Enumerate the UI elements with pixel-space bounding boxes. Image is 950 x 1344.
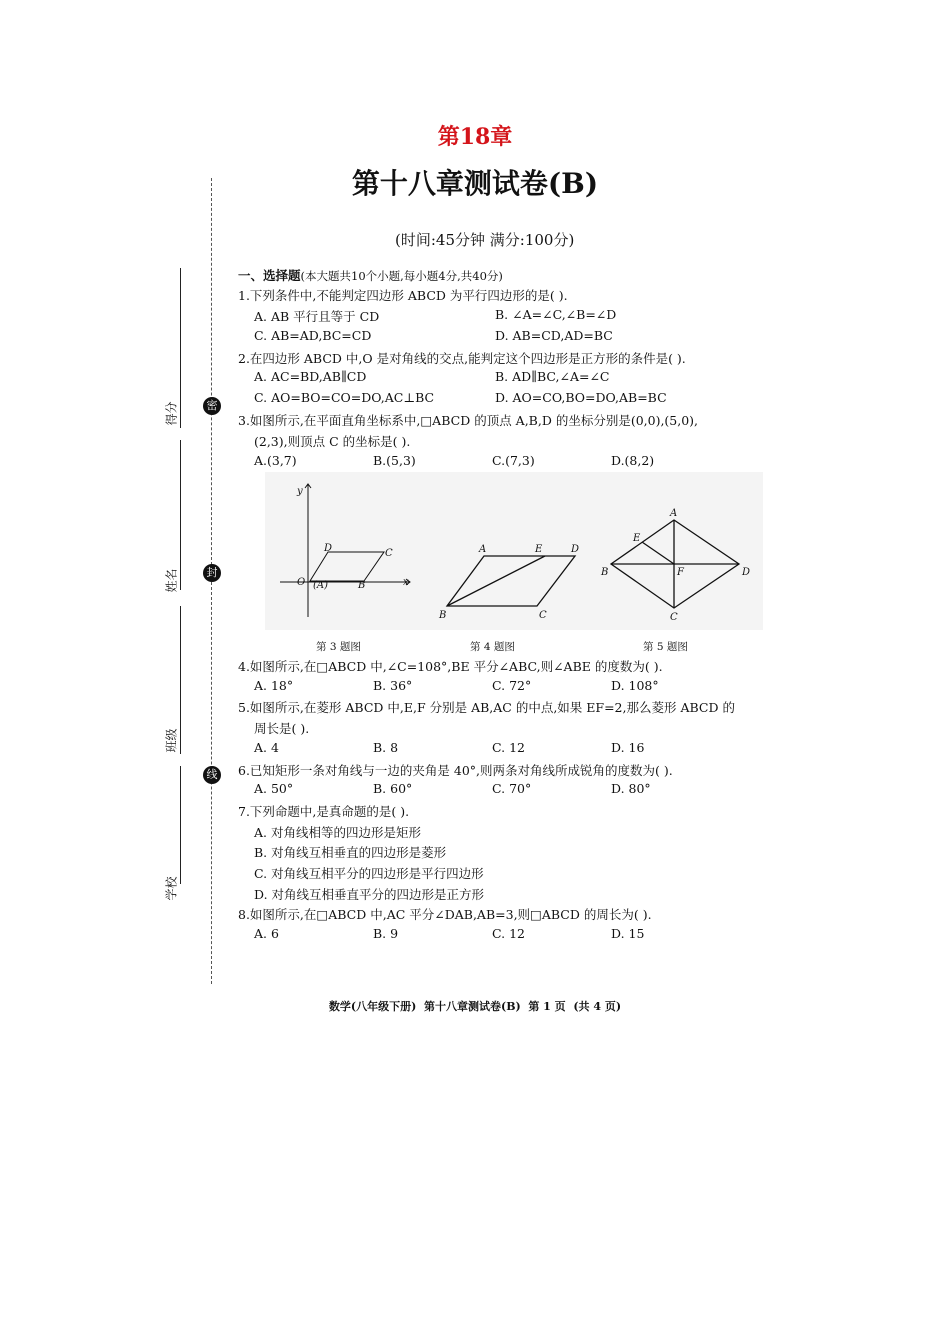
q6-option-a: A. 50°: [254, 781, 294, 796]
q3-option-c: C.(7,3): [492, 453, 535, 468]
caption-figure-3: 第 3 题图: [316, 641, 361, 653]
name-line: [180, 440, 181, 590]
section-title: 一、选择题: [238, 268, 301, 283]
exam-time-info: (时间:45分钟 满分:100分): [395, 231, 575, 249]
q3-option-b: B.(5,3): [373, 453, 416, 468]
q6-option-d: D. 80°: [611, 781, 651, 796]
fig3-label-x: x: [403, 577, 409, 588]
q1-option-c: C. AB=AD,BC=CD: [254, 328, 372, 343]
fig4-label-c: C: [539, 610, 547, 621]
score-line: [180, 268, 181, 428]
fig3-parallelogram: [310, 552, 384, 581]
fig4-parallelogram: [447, 556, 575, 606]
name-label: 姓名: [164, 568, 179, 593]
fig3-label-a: (A): [313, 580, 329, 591]
q8-stem: 8.如图所示,在□ABCD 中,AC 平分∠DAB,AB=3,则□ABCD 的周长为( ).: [238, 907, 652, 922]
class-line: [180, 606, 181, 754]
q3-option-d: D.(8,2): [611, 453, 655, 468]
fig5-segment-ef: [642, 542, 674, 564]
q2-option-c: C. AO=BO=CO=DO,AC⊥BC: [254, 390, 435, 405]
seal-mi: 密: [203, 397, 221, 415]
school-line: [180, 766, 181, 884]
q7-stem: 7.下列命题中,是真命题的是( ).: [238, 804, 410, 819]
fig4-bisector-be: [447, 556, 545, 606]
q8-option-d: D. 15: [611, 926, 645, 941]
q6-option-c: C. 70°: [492, 781, 532, 796]
figure-5-labels: [600, 508, 750, 623]
section-heading: [238, 266, 503, 284]
fig4-label-b: B: [439, 610, 447, 621]
q8-option-a: A. 6: [254, 926, 279, 941]
fig3-label-o: O: [297, 577, 306, 588]
fig3-label-d: D: [324, 543, 333, 554]
q8-option-b: B. 9: [373, 926, 399, 941]
school-label: 学校: [164, 876, 179, 901]
fig5-label-a: A: [670, 508, 678, 519]
figure-4: [447, 556, 575, 606]
class-label: 班级: [164, 728, 179, 753]
chapter-number: 第18章: [437, 124, 513, 150]
q6-option-b: B. 60°: [373, 781, 413, 796]
q1-stem: 1.下列条件中,不能判定四边形 ABCD 为平行四边形的是( ).: [238, 288, 568, 303]
q7-option-c: C. 对角线互相平分的四边形是平行四边形: [254, 866, 484, 881]
caption-figure-5: 第 5 题图: [643, 641, 688, 653]
q2-option-a: A. AC=BD,AB∥CD: [254, 369, 367, 384]
page-title: 第十八章测试卷(B): [351, 167, 599, 200]
fig5-label-c: C: [670, 612, 678, 623]
seal-feng: 封: [203, 564, 221, 582]
q7-option-d: D. 对角线互相垂直平分的四边形是正方形: [254, 887, 485, 902]
q6-stem: 6.已知矩形一条对角线与一边的夹角是 40°,则两条对角线所成锐角的度数为( ).: [238, 763, 673, 778]
fig4-label-d: D: [571, 544, 580, 555]
q2-option-b: B. AD∥BC,∠A=∠C: [495, 369, 610, 384]
q3-stem: 3.如图所示,在平面直角坐标系中,□ABCD 的顶点 A,B,D 的坐标分别是(0,0),(5,0),: [238, 413, 699, 428]
q2-stem: 2.在四边形 ABCD 中,O 是对角线的交点,能判定这个四边形是正方形的条件是( ).: [238, 351, 686, 366]
seal-xian: 线: [203, 766, 221, 784]
fig5-label-f: F: [677, 567, 684, 578]
q5-option-c: C. 12: [492, 740, 525, 755]
caption-figure-4: 第 4 题图: [470, 641, 515, 653]
q3-stem-cont: (2,3),则顶点 C 的坐标是( ).: [254, 434, 411, 449]
figures-svg: [265, 472, 763, 630]
q4-stem: 4.如图所示,在□ABCD 中,∠C=108°,BE 平分∠ABC,则∠ABE 的度数为( ).: [238, 659, 663, 674]
fig5-label-e: E: [633, 533, 641, 544]
q5-option-b: B. 8: [373, 740, 399, 755]
q4-option-b: B. 36°: [373, 678, 413, 693]
q2-option-d: D. AO=CO,BO=DO,AB=BC: [495, 390, 667, 405]
q5-option-a: A. 4: [254, 740, 279, 755]
q5-option-d: D. 16: [611, 740, 645, 755]
figure-panel: [265, 472, 763, 630]
fig4-label-a: A: [479, 544, 487, 555]
q1-option-b: B. ∠A=∠C,∠B=∠D: [495, 307, 617, 322]
fig5-label-d: D: [742, 567, 751, 578]
fig3-label-c: C: [385, 548, 393, 559]
section-note: (本大题共10个小题,每小题4分,共40分): [300, 269, 503, 283]
q4-option-d: D. 108°: [611, 678, 659, 693]
q5-stem: 5.如图所示,在菱形 ABCD 中,E,F 分别是 AB,AC 的中点,如果 EF=2,那么菱形 ABCD 的: [238, 700, 735, 715]
figure-5: [611, 520, 739, 608]
fig5-label-b: B: [601, 567, 609, 578]
figure-3-labels: [296, 486, 409, 591]
q1-option-d: D. AB=CD,AD=BC: [495, 328, 613, 343]
q4-option-a: A. 18°: [254, 678, 294, 693]
fig3-label-y: y: [297, 486, 303, 497]
q7-option-a: A. 对角线相等的四边形是矩形: [254, 825, 421, 840]
fig3-label-b: B: [358, 580, 366, 591]
fig4-label-e: E: [535, 544, 543, 555]
q5-stem-cont: 周长是( ).: [254, 721, 310, 736]
q4-option-c: C. 72°: [492, 678, 532, 693]
page-footer: 数学(八年级下册) 第十八章测试卷(B) 第 1 页 (共 4 页): [328, 1000, 622, 1013]
score-label: 得分: [164, 401, 179, 426]
q1-option-a: A. AB 平行且等于 CD: [254, 309, 380, 324]
q8-option-c: C. 12: [492, 926, 525, 941]
q7-option-b: B. 对角线互相垂直的四边形是菱形: [254, 845, 447, 860]
q3-option-a: A.(3,7): [254, 453, 297, 468]
